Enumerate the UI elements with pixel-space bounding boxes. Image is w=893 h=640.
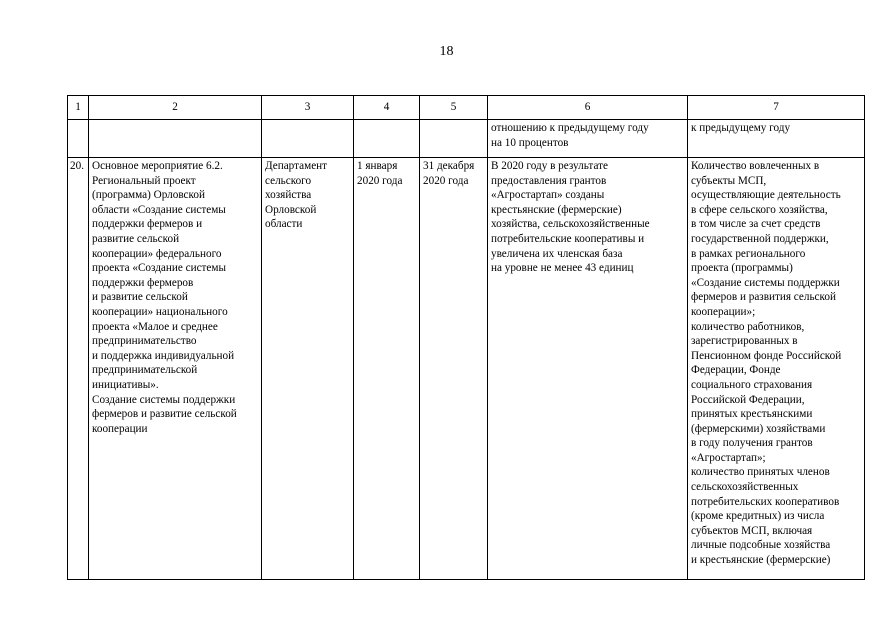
row-number-cell: 20. bbox=[68, 158, 89, 580]
header-cell-1: 1 bbox=[68, 96, 89, 120]
indicators-cell: Количество вовлеченных в субъекты МСП, осуществляющие деятельность в сфере сельского хозяйства, в том числе за счет средств государственной поддержки, в рамках регионального проекта (программы) «Создание системы поддержки фермеров и развития сельской кооперации»; количество работников, зарегистрированных в Пенсионном фонде Российской Федерации, Фонде социального страхования Российской Федерации, принятых крестьянскими (фермерскими) хозяйствами в году получения грантов «Агростартап»; количество принятых членов сельскохозяйственных потребительских кооперативов (кроме кредитных) из числа субъектов МСП, включая личные подсобные хозяйства и крестьянские (фермерские) bbox=[688, 158, 865, 580]
header-cell-3: 3 bbox=[262, 96, 354, 120]
empty-cell bbox=[262, 120, 354, 158]
header-cell-7: 7 bbox=[688, 96, 865, 120]
empty-cell bbox=[89, 120, 262, 158]
header-cell-4: 4 bbox=[354, 96, 420, 120]
empty-cell bbox=[354, 120, 420, 158]
executor-cell: Департамент сельского хозяйства Орловской области bbox=[262, 158, 354, 580]
empty-cell bbox=[420, 120, 488, 158]
header-cell-2: 2 bbox=[89, 96, 262, 120]
end-date-cell: 31 декабря 2020 года bbox=[420, 158, 488, 580]
header-cell-6: 6 bbox=[488, 96, 688, 120]
continuation-result-cell: отношению к предыдущему году на 10 процентов bbox=[488, 120, 688, 158]
table-row bbox=[68, 158, 865, 580]
measure-name-cell: Основное мероприятие 6.2. Региональный проект (программа) Орловской области «Создание системы поддержки фермеров и развитие сельской кооперации» федерального проекта «Создание системы поддержки фермеров и развитие сельской кооперации» национального проекта «Малое и среднее предпринимательство и поддержка индивидуальной предпринимательской инициативы». Создание системы поддержки фермеров и развитие сельской кооперации bbox=[89, 158, 262, 580]
expected-result-cell: В 2020 году в результате предоставления грантов «Агростартап» созданы крестьянские (фермерские) хозяйства, сельскохозяйственные потребительские кооперативы и увеличена их членская база на уровне не менее 43 единиц bbox=[488, 158, 688, 580]
empty-cell bbox=[68, 120, 89, 158]
header-cell-5: 5 bbox=[420, 96, 488, 120]
header-row bbox=[68, 96, 865, 120]
continuation-indicator-cell: к предыдущему году bbox=[688, 120, 865, 158]
continuation-row bbox=[68, 120, 865, 158]
start-date-cell: 1 января 2020 года bbox=[354, 158, 420, 580]
measures-table bbox=[67, 95, 865, 580]
page-number: 18 bbox=[439, 44, 454, 59]
